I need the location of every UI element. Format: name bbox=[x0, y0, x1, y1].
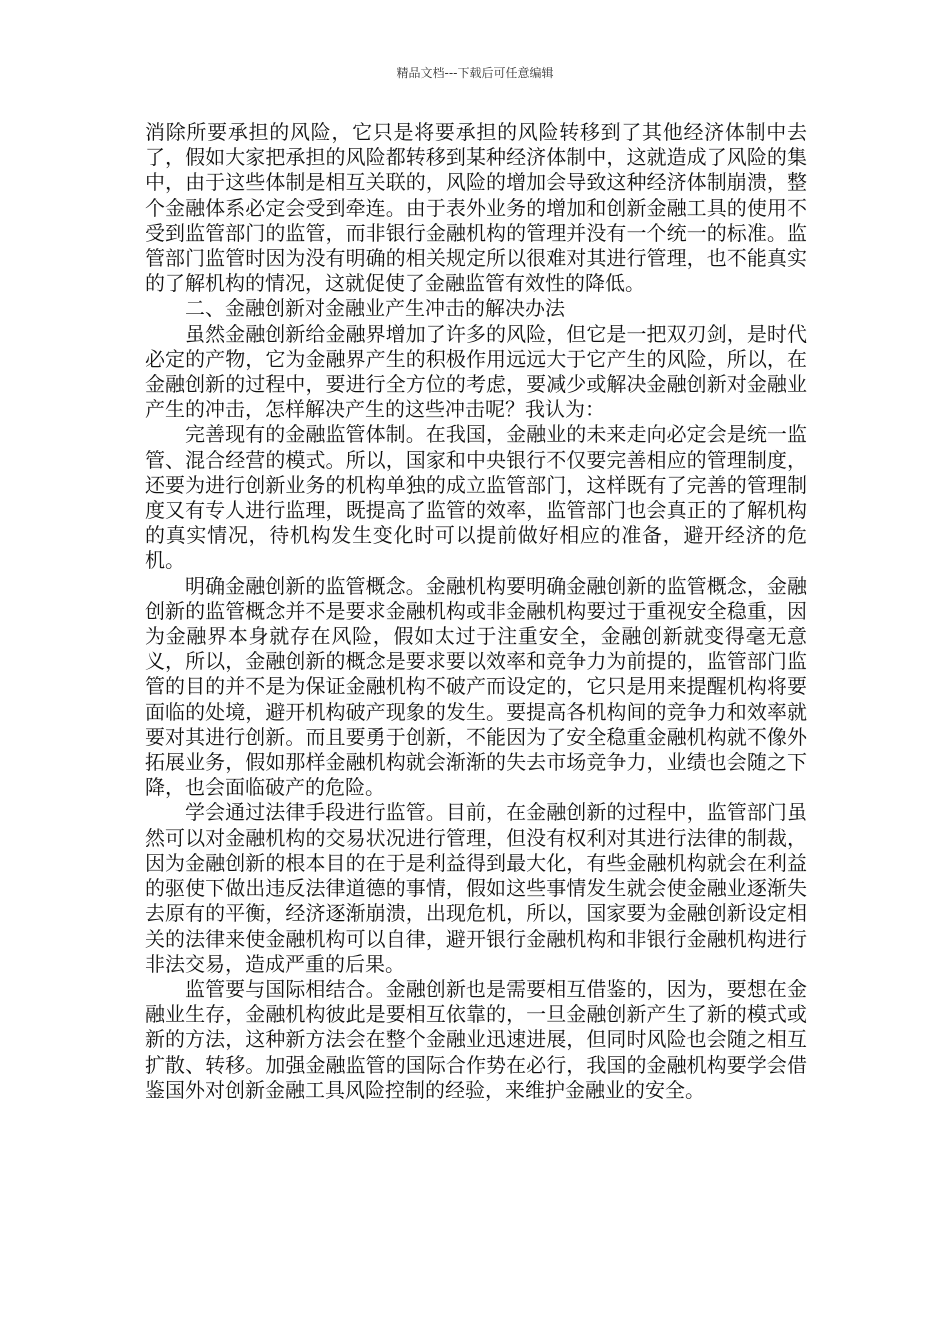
paragraph-risk-concentration: 消除所要承担的风险，它只是将要承担的风险转移到了其他经济体制中去了，假如大家把承担的风险都转移到某种经济体制中，这就造成了风险的集中，由于这些体制是相互关联的，风险的增加会导致这种经济体制崩溃，整个金融体系必定会受到牵连。由于表外业务的增加和创新金融工具的使用不受到监管部门的监管，而非银行金融机构的管理并没有一个统一的标准。监管部门监管时因为没有明确的相关规定所以很难对其进行管理，也不能真实的了解机构的情况，这就促使了金融监管有效性的降低。 bbox=[145, 120, 807, 296]
document-body bbox=[145, 120, 807, 1103]
section-heading-solutions: 二、金融创新对金融业产生冲击的解决办法 bbox=[185, 296, 565, 321]
paragraph-clarify-regulation-concept: 明确金融创新的监管概念。金融机构要明确金融创新的监管概念，金融创新的监管概念并不是要求金融机构或非金融机构要过于重视安全稳重，因为金融界本身就存在风险，假如太过于注重安全，金融创新就变得毫无意义，所以，金融创新的概念是要求要以效率和竞争力为前提的，监管部门监管的目的并不是为保证金融机构不破产而设定的，它只是用来提醒机构将要面临的处境，避开机构破产现象的发生。要提高各机构间的竞争力和效率就要对其进行创新。而且要勇于创新，不能因为了安全稳重金融机构就不像外拓展业务，假如那样金融机构就会渐渐的失去市场竞争力，业绩也会随之下降，也会面临破产的危险。 bbox=[145, 573, 807, 800]
paragraph-international-cooperation: 监管要与国际相结合。金融创新也是需要相互借鉴的，因为，要想在金融业生存，金融机构彼此是要相互依靠的，一旦金融创新产生了新的模式或新的方法，这种新方法会在整个金融业迅速进展，但同时风险也会随之相互扩散、转移。加强金融监管的国际合作势在必行，我国的金融机构要学会借鉴国外对创新金融工具风险控制的经验，来维护金融业的安全。 bbox=[145, 976, 807, 1102]
paragraph-double-edged-sword: 虽然金融创新给金融界增加了许多的风险，但它是一把双刃剑，是时代必定的产物，它为金融界产生的积极作用远远大于它产生的风险，所以，在金融创新的过程中，要进行全方位的考虑，要减少或解决金融创新对金融业产生的冲击，怎样解决产生的这些冲击呢？我认为： bbox=[145, 321, 807, 422]
page-header: 精品文档---下载后可任意编辑 bbox=[396, 66, 554, 80]
paragraph-improve-regulation-system: 完善现有的金融监管体制。在我国，金融业的未来走向必定会是统一监管、混合经营的模式。所以，国家和中央银行不仅要完善相应的管理制度，还要为进行创新业务的机构单独的成立监管部门，这样既有了完善的管理制度又有专人进行监理，既提高了监管的效率，监管部门也会真正的了解机构的真实情况，待机构发生变化时可以提前做好相应的准备，避开经济的危机。 bbox=[145, 422, 807, 573]
paragraph-legal-means: 学会通过法律手段进行监管。目前，在金融创新的过程中，监管部门虽然可以对金融机构的交易状况进行管理，但没有权利对其进行法律的制裁，因为金融创新的根本目的在于是利益得到最大化，有些金融机构就会在利益的驱使下做出违反法律道德的事情，假如这些事情发生就会使金融业逐渐失去原有的平衡，经济逐渐崩溃，出现危机，所以，国家要为金融创新设定相关的法律来使金融机构可以自律，避开银行金融机构和非银行金融机构进行非法交易，造成严重的后果。 bbox=[145, 800, 807, 976]
